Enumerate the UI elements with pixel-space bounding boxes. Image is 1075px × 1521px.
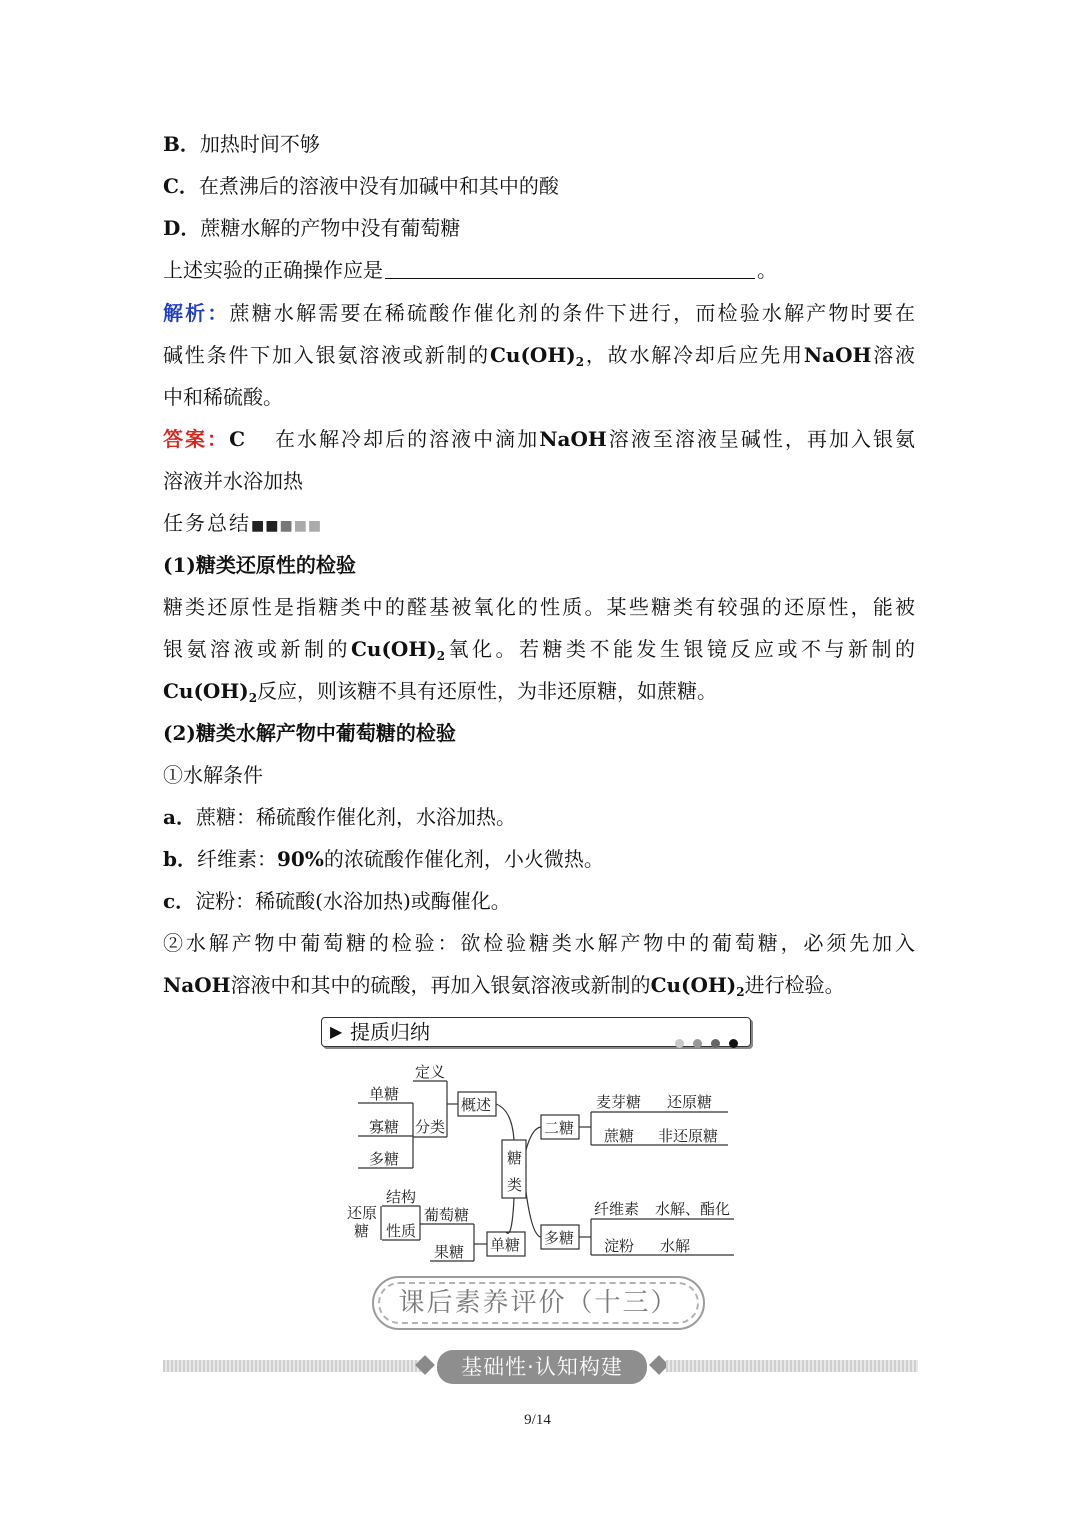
mm-xingzhi: 性质 [386,1222,417,1240]
answer-naoh: NaOH [539,427,607,451]
mm-guatang: 寡糖 [369,1118,400,1136]
question-line [163,256,915,284]
summary-sub1: ①水解条件 [163,763,263,787]
summary-item-c: c．淀粉：稀硫酸(水浴加热)或酶催化。 [163,889,511,913]
option-b-text: 加热时间不够 [199,132,320,156]
mm-putao: 葡萄糖 [424,1206,470,1224]
mm-xianwei-prop: 水解、酯化 [655,1200,731,1218]
analysis-text-1: 蔗糖水解需要在稀硫酸作催化剂的条件下进行，而检验水解产物时要在 [229,301,916,325]
mm-dianfen: 淀粉 [604,1237,635,1255]
naoh-formula: NaOH [803,343,872,367]
mm-xianwei: 纤维素 [594,1200,640,1218]
mm-feihuanyuan: 非还原糖 [658,1127,719,1145]
answer-text-2: 溶液并水浴加热 [163,469,303,493]
option-d-text: 蔗糖水解的产物中没有葡萄糖 [200,216,461,240]
option-b [163,130,915,158]
analysis-line-3 [163,383,915,411]
answer-blank [385,258,755,279]
summary-p1-line2: 银氨溶液或新制的$Cu(OH)_2$氧化。若糖类不能发生银镜反应或不与新制的 [163,637,916,663]
mm-guotang: 果糖 [434,1243,465,1261]
after-class-banner [372,1276,705,1330]
mm-jiegou: 结构 [386,1188,417,1206]
mm-zhetang: 蔗糖 [604,1127,635,1145]
summary-dots: ■■■■■ [251,518,323,534]
answer-text-1a: 在水解冷却后的溶液中滴加 [272,427,540,451]
analysis-text-2b: ，故水解冷却后应先用 [584,343,804,367]
analysis-line-2 [163,341,915,369]
summary-p1-line1: 糖类还原性是指糖类中的醛基被氧化的性质。某些糖类有较强的还原性，能被 [163,595,915,619]
mm-duotang-r: 多糖 [544,1229,575,1247]
analysis-text-2c: 溶液 [871,343,916,367]
question-suffix: 。 [757,258,777,282]
page-number: 9/14 [524,1412,551,1428]
progress-dots [666,1027,738,1055]
summary-item-a: a．蔗糖：稀硫酸作催化剂，水浴加热。 [163,805,516,829]
summary-sub2-line2: NaOH溶液中和其中的硫酸，再加入银氨溶液或新制的$Cu(OH)_2$进行检验。 [163,973,845,999]
option-d-label: D． [163,216,201,240]
summary-h2: (2)糖类水解产物中葡萄糖的检验 [163,721,456,745]
cuoh-formula: $Cu(OH)_2$ [650,973,745,999]
cuoh-formula: $Cu(OH)_2$ [163,679,258,705]
mm-dantang-b: 单糖 [490,1236,521,1254]
section-bar-right [666,1360,918,1372]
mm-gaishu: 概述 [461,1096,492,1114]
answer-choice: C [229,427,245,451]
cuoh-formula: $Cu(OH)_2$ [490,343,585,369]
option-b-label: B． [163,132,200,156]
tizhi-header [321,1017,751,1047]
play-triangle-icon: ▶ [330,1022,343,1041]
answer-label: 答案： [163,427,230,451]
mm-hy-1: 还原 [347,1204,378,1222]
answer-line-2 [163,467,915,495]
analysis-line-1 [163,299,915,327]
mm-dingyi: 定义 [415,1063,446,1081]
option-c-text: 在煮沸后的溶液中没有加碱中和其中的酸 [198,174,559,198]
option-c-label: C． [163,174,199,198]
banner-text: 课后素养评价（十三） [378,1282,699,1324]
mm-dianfen-prop: 水解 [660,1237,691,1255]
summary-sub2-line1: ②水解产物中葡萄糖的检验：欲检验糖类水解产物中的葡萄糖，必须先加入 [163,931,915,955]
cuoh-formula: $Cu(OH)_2$ [350,637,446,663]
mm-duotang-l: 多糖 [369,1150,400,1168]
summary-title [163,509,915,540]
analysis-text-3: 中和稀硫酸。 [163,385,283,409]
tizhi-title: 提质归纳 [350,1020,430,1044]
summary-title-text: 任务总结 [163,511,251,535]
summary-item-b: b．纤维素：90%的浓硫酸作催化剂，小火微热。 [163,847,604,871]
section-title: 基础性·认知构建 [437,1350,647,1384]
option-c [163,172,915,200]
summary-p1-line3: $Cu(OH)_2$反应，则该糖不具有还原性，为非还原糖，如蔗糖。 [163,679,718,705]
mm-maiya: 麦芽糖 [596,1093,642,1111]
mm-center-2: 类 [507,1176,523,1194]
answer-line-1 [163,425,915,453]
analysis-text-2a: 碱性条件下加入银氨溶液或新制的 [163,343,490,367]
question-prefix: 上述实验的正确操作应是 [163,258,383,282]
mm-huanyuan: 还原糖 [667,1093,713,1111]
section-bar-left [163,1360,425,1372]
mm-center-1: 糖 [507,1149,523,1167]
mm-dantang: 单糖 [369,1085,400,1103]
answer-text-1b: 溶液至溶液呈碱性，再加入银氨 [606,427,916,451]
mm-hy-2: 糖 [354,1222,370,1240]
analysis-label: 解析： [163,301,230,325]
mm-ertang: 二糖 [544,1119,575,1137]
summary-h1: (1)糖类还原性的检验 [163,553,356,577]
mm-fenlei: 分类 [415,1118,446,1136]
option-d [163,214,915,242]
